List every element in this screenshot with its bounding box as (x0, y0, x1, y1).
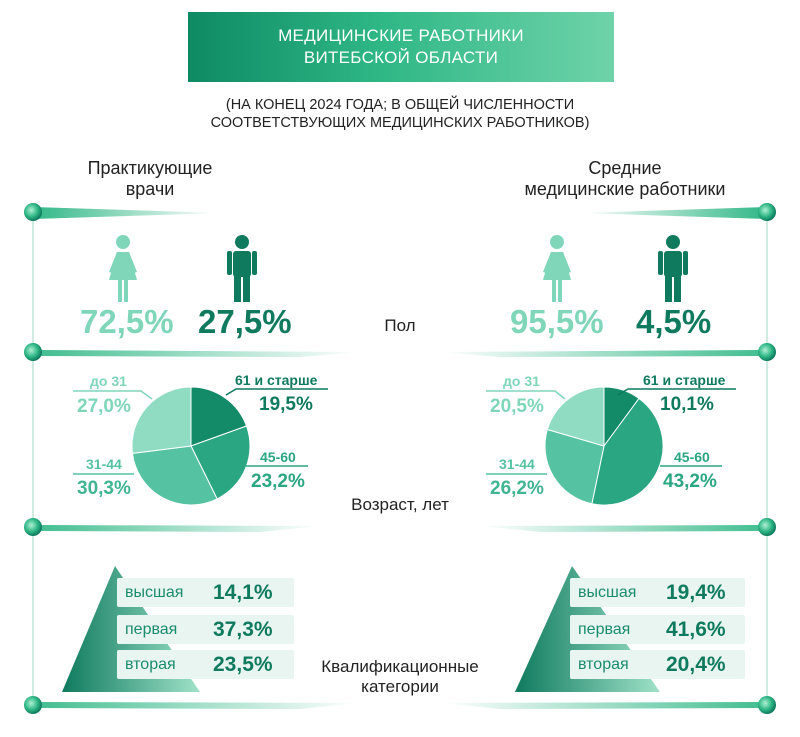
age-pct-under31: 27,0% (77, 396, 131, 417)
age-pct-45-60: 43,2% (663, 471, 717, 492)
qual-name: вторая (125, 655, 176, 673)
section-label-qualification-line2: категории (361, 677, 439, 696)
nurses-female-pct: 95,5% (510, 303, 604, 340)
age-label-under31: до 31 (90, 373, 127, 389)
nurses-male-pct: 4,5% (636, 303, 712, 340)
qual-value: 41,6% (666, 617, 726, 641)
section-label-qualification (300, 657, 500, 697)
qual-name: высшая (578, 583, 637, 601)
age-label-31-44: 31-44 (499, 456, 535, 472)
age-pct-31-44: 30,3% (77, 478, 131, 499)
qual-row-second (570, 650, 745, 679)
age-label-61plus: 61 и старше (643, 372, 726, 388)
age-label-31-44: 31-44 (86, 456, 122, 472)
qual-value: 23,5% (213, 652, 273, 676)
section-label-qualification-line1: Квалификационные (321, 657, 479, 676)
qual-name: высшая (125, 583, 184, 601)
group-title-doctors-line2: врачи (125, 179, 175, 199)
age-label-61plus: 61 и старше (235, 372, 318, 388)
doctors-male-pct: 27,5% (198, 303, 292, 340)
qual-row-second (117, 650, 294, 679)
group-title-doctors-line1: Практикующие (87, 158, 213, 178)
qual-name: первая (578, 620, 631, 638)
age-pct-45-60: 23,2% (251, 471, 305, 492)
qual-row-first (117, 615, 294, 644)
qual-row-highest (117, 578, 294, 607)
qual-name: вторая (578, 655, 629, 673)
qual-name: первая (125, 620, 178, 638)
age-label-under31: до 31 (503, 373, 540, 389)
qual-value: 19,4% (666, 580, 726, 604)
subtitle-line-1: (НА КОНЕЦ 2024 ГОДА; В ОБЩЕЙ ЧИСЛЕННОСТИ (225, 97, 575, 113)
age-label-45-60: 45-60 (674, 449, 710, 465)
age-pct-31-44: 26,2% (490, 478, 544, 499)
qual-row-first (570, 615, 745, 644)
qual-value: 20,4% (666, 652, 726, 676)
qual-value: 37,3% (213, 617, 273, 641)
doctors-female-pct: 72,5% (80, 303, 174, 340)
qual-row-highest (570, 578, 745, 607)
subtitle-line-2: СООТВЕТСТВУЮЩИХ МЕДИЦИНСКИХ РАБОТНИКОВ) (210, 115, 590, 131)
section-label-gender: Пол (384, 316, 416, 335)
age-pct-61plus: 19,5% (259, 394, 313, 415)
title-line-2: ВИТЕБСКОЙ ОБЛАСТИ (303, 48, 499, 67)
title-line-1: МЕДИЦИНСКИЕ РАБОТНИКИ (278, 26, 524, 45)
age-pct-61plus: 10,1% (660, 394, 714, 415)
age-pct-under31: 20,5% (490, 396, 544, 417)
group-title-nurses-line1: Средние (588, 158, 662, 178)
group-title-nurses-line2: медицинские работники (524, 179, 726, 199)
qual-value: 14,1% (213, 580, 273, 604)
age-label-45-60: 45-60 (260, 449, 296, 465)
section-label-age: Возраст, лет (351, 495, 449, 514)
